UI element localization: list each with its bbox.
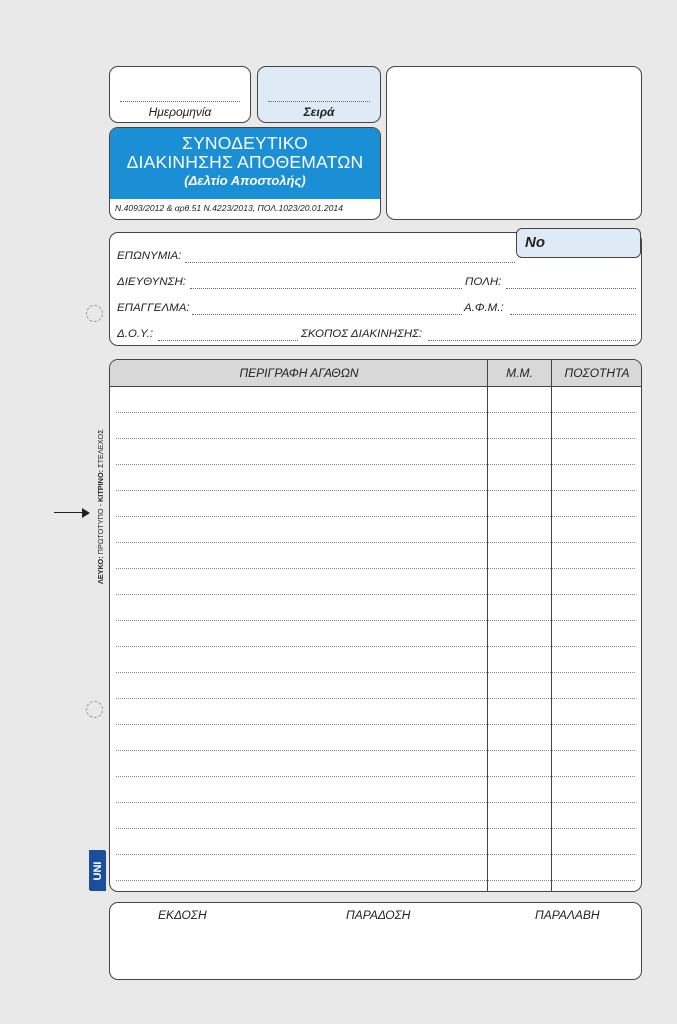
goods-table xyxy=(109,359,642,892)
divider-quantity xyxy=(551,360,552,891)
profession-field[interactable] xyxy=(192,314,462,315)
title-box xyxy=(109,127,381,220)
punch-hole-top xyxy=(86,305,103,322)
number-label: Νο xyxy=(525,234,545,251)
date-line[interactable] xyxy=(120,101,240,102)
city-field[interactable] xyxy=(506,288,636,289)
uni-logo: UNI xyxy=(89,850,105,890)
title-line1: ΣΥΝΟΔΕΥΤΙΚΟ xyxy=(182,133,308,153)
name-label: ΕΠΩΝΥΜΙΑ: xyxy=(117,250,182,262)
title-line2: ΔΙΑΚΙΝΗΣΗΣ ΑΠΟΘΕΜΑΤΩΝ xyxy=(126,152,364,172)
city-label: ΠΟΛΗ: xyxy=(465,276,502,288)
goods-row-line[interactable] xyxy=(116,750,635,751)
goods-row-line[interactable] xyxy=(116,854,635,855)
tax-office-field[interactable] xyxy=(158,340,298,341)
arrow-line xyxy=(54,512,84,513)
goods-row-line[interactable] xyxy=(116,724,635,725)
goods-row-line[interactable] xyxy=(116,568,635,569)
signatures-box xyxy=(109,902,642,980)
vat-field[interactable] xyxy=(510,314,636,315)
goods-row-line[interactable] xyxy=(116,438,635,439)
series-label: Σειρά xyxy=(303,105,335,119)
goods-row-line[interactable] xyxy=(116,828,635,829)
vat-label: Α.Φ.Μ.: xyxy=(464,302,504,314)
number-box[interactable] xyxy=(516,228,641,258)
goods-row-line[interactable] xyxy=(116,698,635,699)
goods-row-line[interactable] xyxy=(116,412,635,413)
copies-note: ΛΕΥΚΟ: ΠΡΩΤΟΤΥΠΟ - ΚΙΤΡΙΝΟ: ΣΤΕΛΕΧΟΣ xyxy=(96,429,105,584)
purpose-field[interactable] xyxy=(428,340,636,341)
goods-row-line[interactable] xyxy=(116,542,635,543)
arrow-icon xyxy=(82,508,90,518)
receipt-signature-label: ΠΑΡΑΛΑΒΗ xyxy=(535,908,600,922)
series-box xyxy=(257,66,381,123)
issue-signature-label: ΕΚΔΟΣΗ xyxy=(158,908,207,922)
goods-row-line[interactable] xyxy=(116,776,635,777)
goods-row-line[interactable] xyxy=(116,646,635,647)
tax-office-label: Δ.Ο.Υ.: xyxy=(117,328,154,340)
goods-row-line[interactable] xyxy=(116,802,635,803)
punch-hole-bottom xyxy=(86,701,103,718)
goods-table-header xyxy=(110,360,641,387)
date-label: Ημερομηνία xyxy=(148,105,212,119)
goods-row-line[interactable] xyxy=(116,464,635,465)
law-reference: Ν.4093/2012 & αρθ.51 Ν.4223/2013, ΠΟΛ.1023/20.01.2014 xyxy=(115,203,343,213)
issuer-stamp-box[interactable] xyxy=(386,66,642,220)
series-line[interactable] xyxy=(268,101,370,102)
purpose-label: ΣΚΟΠΟΣ ΔΙΑΚΙΝΗΣΗΣ: xyxy=(301,328,423,340)
profession-label: ΕΠΑΓΓΕΛΜΑ: xyxy=(117,302,190,314)
document-subtitle: (Δελτίο Αποστολής) xyxy=(184,173,306,188)
address-label: ΔΙΕΥΘΥΝΣΗ: xyxy=(117,276,186,288)
col-unit: Μ.Μ. xyxy=(506,366,533,380)
goods-row-line[interactable] xyxy=(116,594,635,595)
address-field[interactable] xyxy=(190,288,462,289)
goods-row-line[interactable] xyxy=(116,672,635,673)
goods-row-line[interactable] xyxy=(116,880,635,881)
goods-row-line[interactable] xyxy=(116,620,635,621)
col-description: ΠΕΡΙΓΡΑΦΗ ΑΓΑΘΩΝ xyxy=(239,366,359,380)
title-banner xyxy=(110,128,380,199)
delivery-signature-label: ΠΑΡΑΔΟΣΗ xyxy=(346,908,411,922)
divider-unit xyxy=(487,360,488,891)
goods-row-line[interactable] xyxy=(116,516,635,517)
goods-row-line[interactable] xyxy=(116,490,635,491)
col-quantity: ΠΟΣΟΤΗΤΑ xyxy=(564,366,630,380)
name-field[interactable] xyxy=(185,262,515,263)
date-box xyxy=(109,66,251,123)
